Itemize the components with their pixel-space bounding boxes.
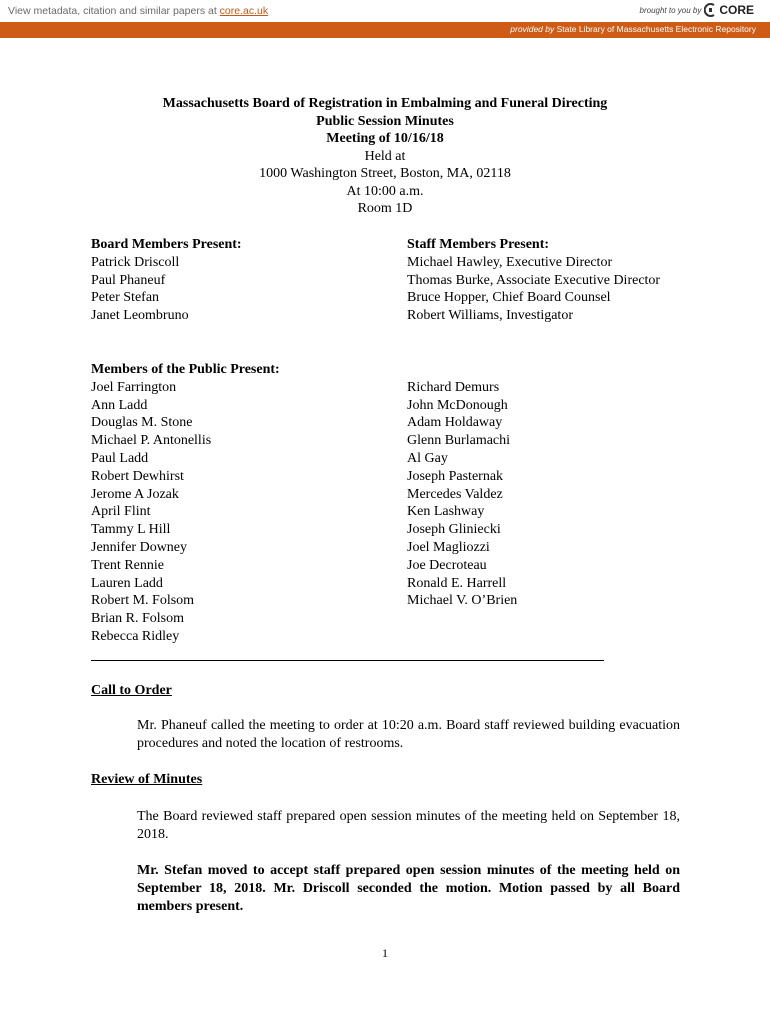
list-item: Joseph Pasternak <box>407 468 504 484</box>
list-item: Joe Decroteau <box>407 557 487 573</box>
list-item: Richard Demurs <box>407 379 500 395</box>
page-number: 1 <box>382 946 388 960</box>
brought-by-text: brought to you by <box>639 5 702 15</box>
list-item: Joel Farrington <box>91 379 177 395</box>
review-of-minutes-text: The Board reviewed staff prepared open session minutes of the meeting held on September 18, 2018. <box>137 809 680 842</box>
list-item: Glenn Burlamachi <box>407 433 511 449</box>
meeting-room: Room 1D <box>357 201 413 216</box>
list-item: Jerome A Jozak <box>91 486 179 502</box>
list-item: Trent Rennie <box>91 557 164 573</box>
list-item: Rebecca Ridley <box>91 628 180 644</box>
list-item: John McDonough <box>407 397 508 413</box>
review-of-minutes-heading: Review of Minutes <box>91 772 203 787</box>
list-item: Patrick Driscoll <box>91 254 180 270</box>
call-to-order-text: Mr. Phaneuf called the meeting to order at 10:20 a.m. Board staff reviewed building evacuation procedures and noted the location of restrooms. <box>137 718 680 751</box>
meeting-address: 1000 Washington Street, Boston, MA, 02118 <box>259 166 511 181</box>
list-item: Ann Ladd <box>91 397 148 413</box>
core-link[interactable]: core.ac.uk <box>219 5 269 17</box>
list-item: Paul Ladd <box>91 450 149 466</box>
meeting-date: Meeting of 10/16/18 <box>326 131 444 146</box>
call-to-order-heading: Call to Order <box>91 683 172 698</box>
provider-name: State Library of Massachusetts Electronic Repository <box>556 24 756 34</box>
staff-members-heading: Staff Members Present: <box>407 237 550 252</box>
minutes-title: Public Session Minutes <box>316 113 454 129</box>
list-item: April Flint <box>91 504 151 520</box>
list-item: Michael P. Antonellis <box>91 433 212 449</box>
core-banner <box>0 0 770 38</box>
metadata-notice <box>8 5 268 17</box>
list-item: Michael V. O’Brien <box>407 593 518 609</box>
list-item: Tammy L Hill <box>91 522 171 538</box>
board-title: Massachusetts Board of Registration in Embalming and Funeral Directing <box>162 96 608 111</box>
list-item: Adam Holdaway <box>407 415 503 431</box>
public-members-list-left <box>91 361 280 646</box>
list-item: Ken Lashway <box>407 504 485 520</box>
list-item: Thomas Burke, Associate Executive Director <box>407 272 661 288</box>
board-members-list <box>91 236 242 325</box>
list-item: Peter Stefan <box>91 290 160 306</box>
list-item: Robert M. Folsom <box>91 593 195 609</box>
staff-members-list <box>407 236 660 325</box>
list-item: Mercedes Valdez <box>407 486 503 502</box>
list-item: Jennifer Downey <box>91 539 188 555</box>
section-divider <box>91 660 604 661</box>
core-top-row <box>0 0 770 22</box>
list-item: Brian R. Folsom <box>91 611 184 627</box>
list-item: Robert Williams, Investigator <box>407 308 573 324</box>
metadata-text: View metadata, citation and similar papers at <box>8 5 220 17</box>
document-title-block <box>0 95 770 218</box>
list-item: Bruce Hopper, Chief Board Counsel <box>407 290 611 306</box>
provided-by-text: provided by <box>510 24 555 34</box>
public-members-list-right <box>407 379 517 610</box>
list-item: Joseph Gliniecki <box>407 522 501 538</box>
list-item: Ronald E. Harrell <box>407 575 507 591</box>
minutes-motion-text: Mr. Stefan moved to accept staff prepared open session minutes of the meeting held on September 18, 2018. Mr. Driscoll seconded the motion. Motion passed by all Board members present. <box>137 863 680 914</box>
list-item: Douglas M. Stone <box>91 415 193 431</box>
core-logo-icon <box>704 3 716 17</box>
held-at-label: Held at <box>364 148 406 164</box>
list-item: Lauren Ladd <box>91 575 163 591</box>
core-brand[interactable] <box>640 3 755 17</box>
list-item: Robert Dewhirst <box>91 468 184 484</box>
board-members-heading: Board Members Present: <box>91 237 242 252</box>
list-item: Al Gay <box>407 450 448 466</box>
public-members-heading: Members of the Public Present: <box>91 362 280 377</box>
list-item: Michael Hawley, Executive Director <box>407 254 613 270</box>
meeting-time: At 10:00 a.m. <box>346 183 424 199</box>
list-item: Janet Leombruno <box>91 308 189 324</box>
core-wordmark: CORE <box>719 3 754 17</box>
list-item: Paul Phaneuf <box>91 272 166 288</box>
list-item: Joel Magliozzi <box>407 539 490 555</box>
core-provider-strip <box>0 22 770 38</box>
provider-notice[interactable] <box>510 24 756 34</box>
